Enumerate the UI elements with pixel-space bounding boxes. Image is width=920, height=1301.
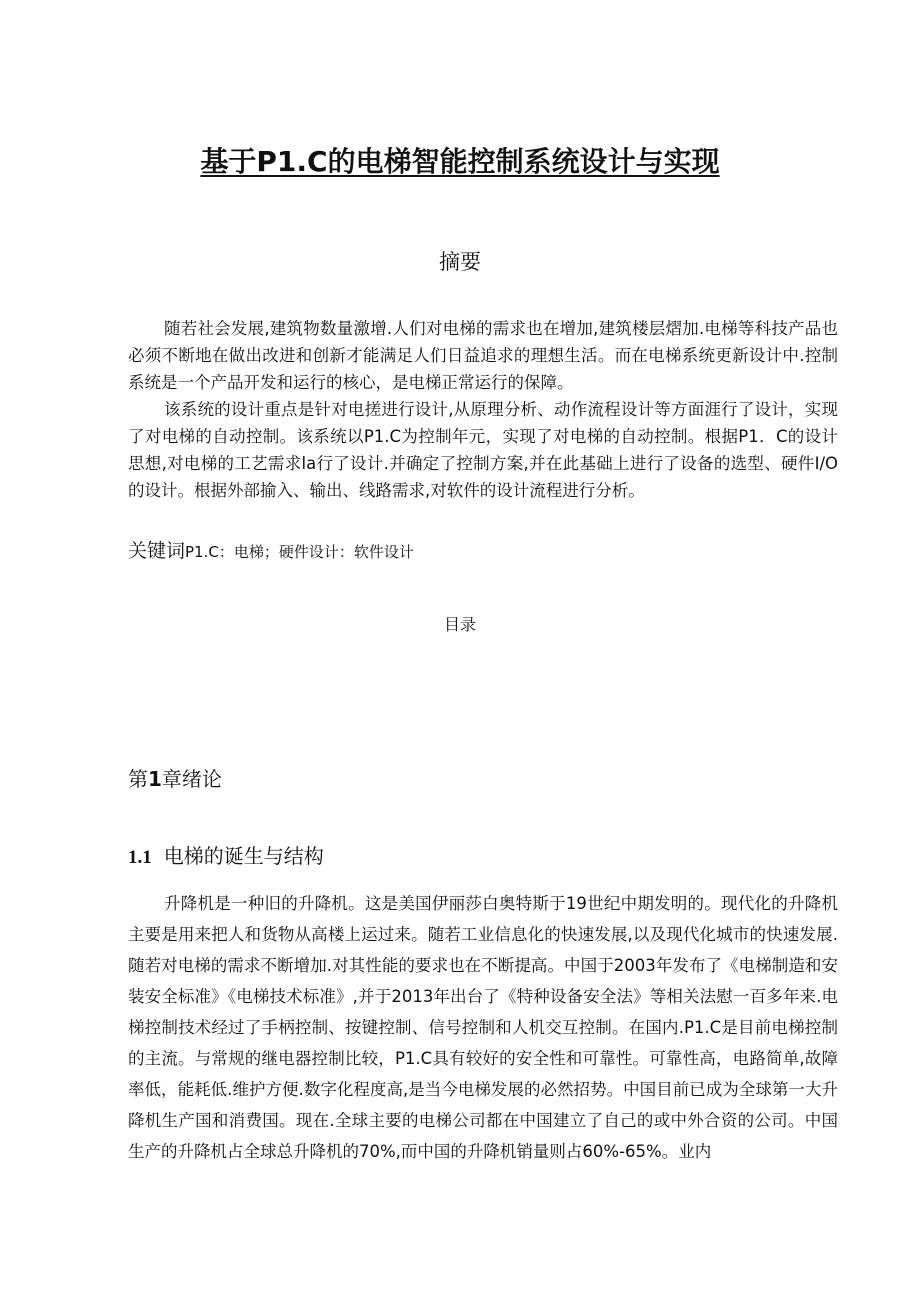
abstract-paragraph: 随若社会发展,建筑物数量激增.人们对电梯的需求也在增加,建筑楼层熠加.电梯等科技产品也必须不断地在做出改进和创新才能满足人们日益追求的理想生活。而在电梯系统更新设计中.控制系统是一个产品开发和运行的核心，是电梯正常运行的保障。 (128, 319, 838, 392)
keywords-label: 关键词 (128, 540, 186, 562)
keywords-line (128, 536, 838, 563)
abstract-heading: 摘要 (439, 250, 481, 274)
toc-heading: 目录 (443, 615, 476, 634)
abstract-paragraph: 该系统的设计重点是针对电搓进行设计,从原理分析、动作流程设计等方面涯行了设计，实现了对电梯的自动控制。该系统以P1.C为控制年元，实现了对电梯的自动控制。根据P1．C的设计思想,对电梯的工艺需求la行了设计.并确定了控制方案,并在此基础上进行了设备的选型、硬件I/O的设计。根据外部揄入、输出、线路需求,对软件的设计流程进行分析。 (128, 400, 838, 500)
chapter-prefix: 第 (128, 767, 148, 791)
document-title: 基于P1.C的电梯智能控制系统设计与实现 (200, 145, 720, 178)
keywords-text: P1.C：电梯；硬件设计：软件设计 (185, 543, 414, 561)
chapter-number: 1 (148, 767, 162, 791)
body-paragraph: 升降机是一种旧的升降机。这是美国伊丽莎白奥特斯于19世纪中期发明的。现代化的升降机主要是用来把人和货物从高楼上运过来。随若工业信息化的快速发展,以及现代化城市的快速发展.随若对电梯的需求不断增加.对其性能的要求也在不断提高。中国于2003年发布了《电梯制造和安装安全标准》《电梯技术标准》,并于2013年出台了《特种设备安全法》等相关法慰一百多年来.电梯控制技术经过了手柄控制、按键控制、信号控制和人机交互控制。在国内.P1.C是目前电梯控制的主流。与常规的继电器控制比较，P1.C具有较好的安全性和可靠性。可靠性高，电路简单,故障率低，能耗低.维护方便.数字化程度高,是当今电梯发展的必然招势。中国目前已成为全球第一大升降机生产国和消费国。现在.全球主要的电梯公司都在中国建立了自己的或中外合资的公司。中国生产的升降机占全球总升降机的70%,而中国的升降机销量则占60%-65%。业内 (128, 894, 838, 1161)
section-heading (128, 840, 324, 869)
section-number: 1.1 (128, 847, 152, 868)
chapter-heading (128, 763, 222, 792)
chapter-title: 章绪论 (161, 767, 222, 791)
section-title: 电梯的诞生与结构 (163, 844, 324, 868)
